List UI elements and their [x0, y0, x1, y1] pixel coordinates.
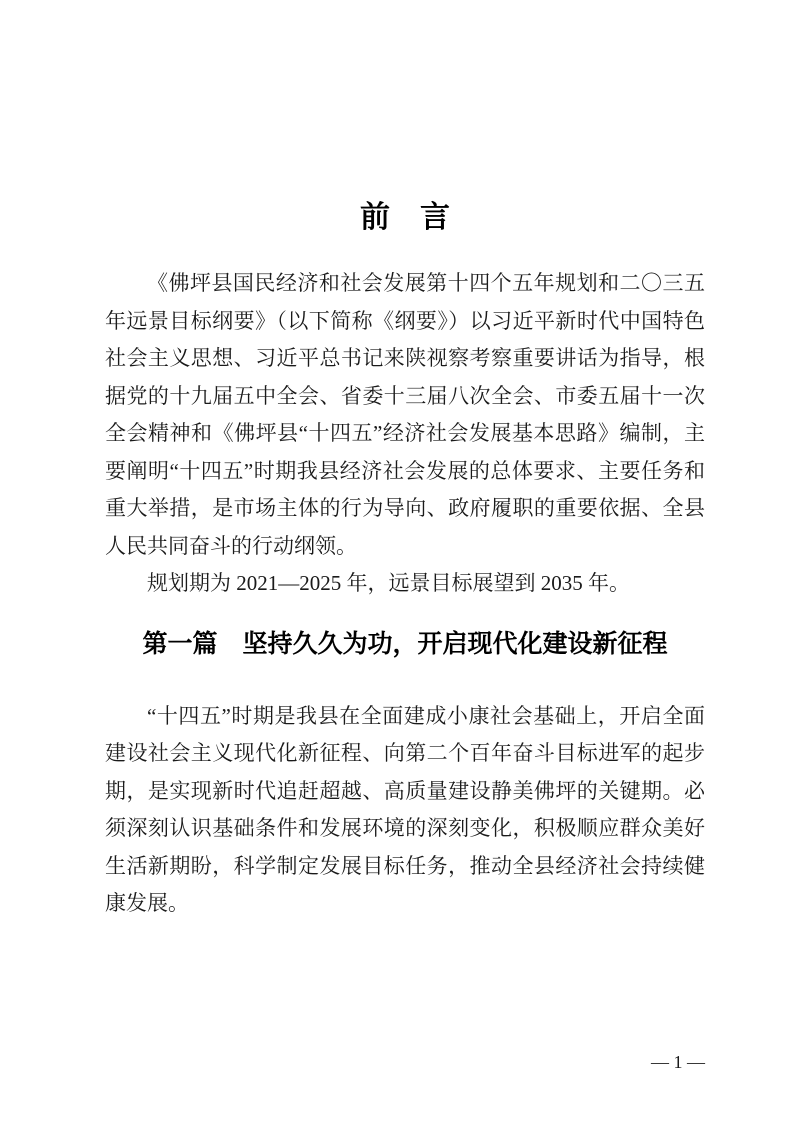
- preface-paragraph-2: 规划期为 2021—2025 年，远景目标展望到 2035 年。: [147, 571, 630, 595]
- section-heading: 第一篇 坚持久久为功，开启现代化建设新征程: [142, 629, 668, 658]
- document-title: 前 言: [360, 201, 450, 234]
- document-content: [105, 0, 705, 923]
- preface-paragraph-1: 《佛坪县国民经济和社会发展第十四个五年规划和二〇三五年远景目标纲要》（以下简称《纲要》）以习近平新时代中国特色社会主义思想、习近平总书记来陕视察考察重要讲话为指导，根据党的十九届五中全会、省委十三届八次全会、市委五届十一次全会精神和《佛坪县“十四五”经济社会发展基本思路》编制，主要阐明“十四五”时期我县经济社会发展的总体要求、主要任务和重大举措，是市场主体的行为导向、政府履职的重要依据、全县人民共同奋斗的行动纲领。: [105, 271, 705, 558]
- section1-paragraph-1: “十四五”时期是我县在全面建成小康社会基础上，开启全面建设社会主义现代化新征程、向第二个百年奋斗目标进军的起步期，是实现新时代追赶超越、高质量建设静美佛坪的关键期。必须深刻认识基础条件和发展环境的深刻变化，积极顺应群众美好生活新期盼，科学制定发展目标任务，推动全县经济社会持续健康发展。: [105, 703, 705, 915]
- page-number: — 1 —: [651, 1052, 705, 1072]
